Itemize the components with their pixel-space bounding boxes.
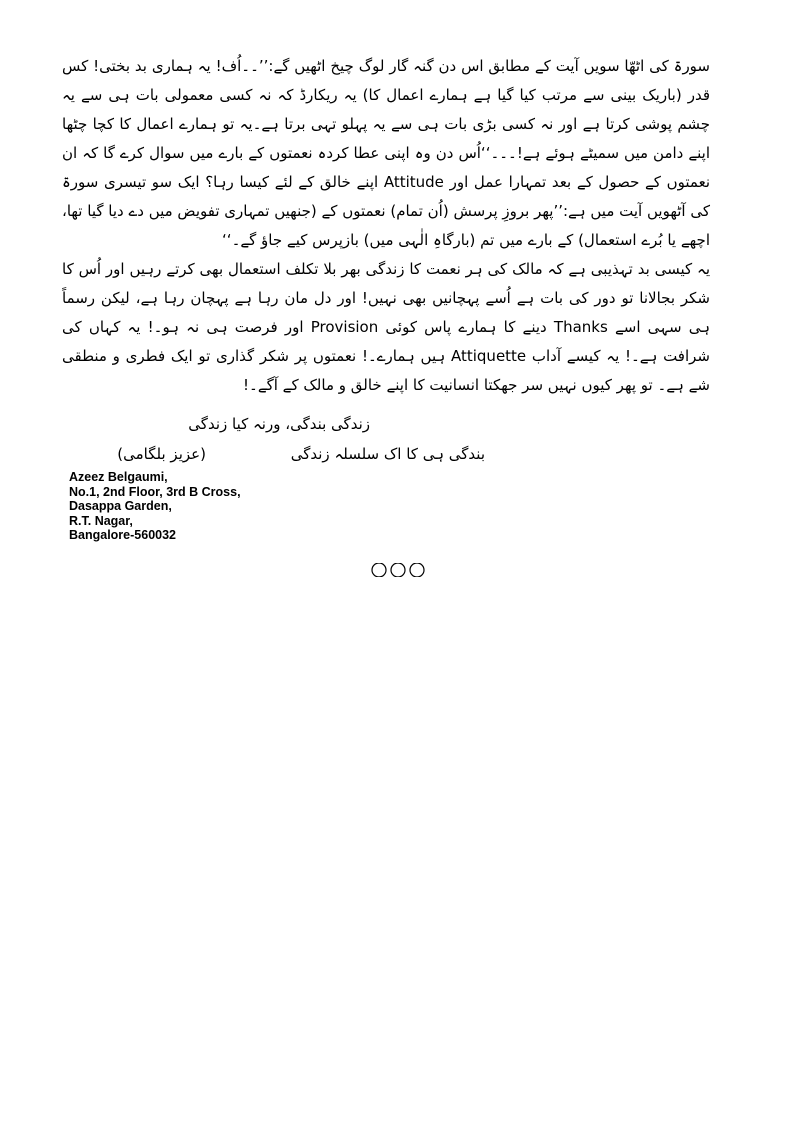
paragraph-2: یہ کیسی بد تہذیبی ہے کہ مالک کی ہر نعمت کا زندگی بھر بلا تکلف استعمال بھی کرتے رہیں اور اُس کا شکر بجالانا تو دور کی بات ہے اُسے پہچانیں بھی نہیں! اور دل مان رہا ہے پہچان رہا ہے، لیکن رسماً ہی سہی اسے Thanks دینے کا ہمارے پاس کوئی Provision اور فرصت ہی نہ ہو۔! یہ کہاں کی شرافت ہے۔! یہ کیسے آداب Attiquette ہیں ہمارے۔! نعمتوں پر شکر گذاری تو ایک فطری و منطقی شے ہے۔ تو پھر کیوں نہیں سر جھکتا انسانیت کا اپنے خالق و مالک کے آگے۔!	[62, 260, 710, 394]
couplet-line-2: بندگی ہی کا اک سلسلہ زندگی	[290, 445, 485, 463]
address-line-1: No.1, 2nd Floor, 3rd B Cross,	[69, 484, 241, 499]
article-body	[62, 52, 710, 400]
author-signature: (عزیز بلگامی)	[117, 445, 206, 463]
address-line-2: Dasappa Garden,	[69, 499, 172, 514]
couplet-line-2-row	[62, 439, 710, 469]
author-address	[69, 470, 241, 543]
paragraph-1: سورۃ کی اٹھّا سویں آیت کے مطابق اس دن گنہ گار لوگ چیخ اٹھیں گے:’’۔۔اُف! یہ ہماری بد بختی! کس قدر (باریک بینی سے مرتب کیا گیا ہے ہمارے اعمال کا) یہ ریکارڈ کہ نہ کسی معمولی بات ہی سے یہ چشم پوشی کرتا ہے اور نہ کسی بڑی بات ہی سے یہ پہلو تہی برتا ہے۔یہ تو ہمارے اعمال کا کچا چٹھا اپنے دامن میں سمیٹے ہوئے ہے!۔۔۔‘‘اُس دن وہ اپنی عطا کردہ نعمتوں کے بارے میں سوال کرے گا کہ ان نعمتوں کے حصول کے بعد تمہارا عمل اور Attitude اپنے خالق کے لئے کیسا رہا؟ ایک سو تیسری سورۃ کی آٹھویں آیت میں ہے:’’پھر بروزِ پرسش (اُن تمام) نعمتوں کے (جنھیں تمہاری تفویض میں دے دیا گیا تھا، اچھے یا بُرے استعمال) کے بارے میں تم (بارگاہِ الٰہی میں) بازپرس کیے جاؤ گے۔‘‘	[61, 57, 710, 249]
closing-couplet	[62, 409, 710, 469]
address-name: Azeez Belgaumi,	[69, 470, 168, 484]
couplet-line-1: زندگی بندگی، ورنہ کیا زندگی	[188, 415, 370, 433]
address-line-3: R.T. Nagar,	[69, 513, 133, 528]
address-line-4: Bangalore-560032	[69, 528, 177, 543]
three-circles-icon	[370, 563, 426, 577]
